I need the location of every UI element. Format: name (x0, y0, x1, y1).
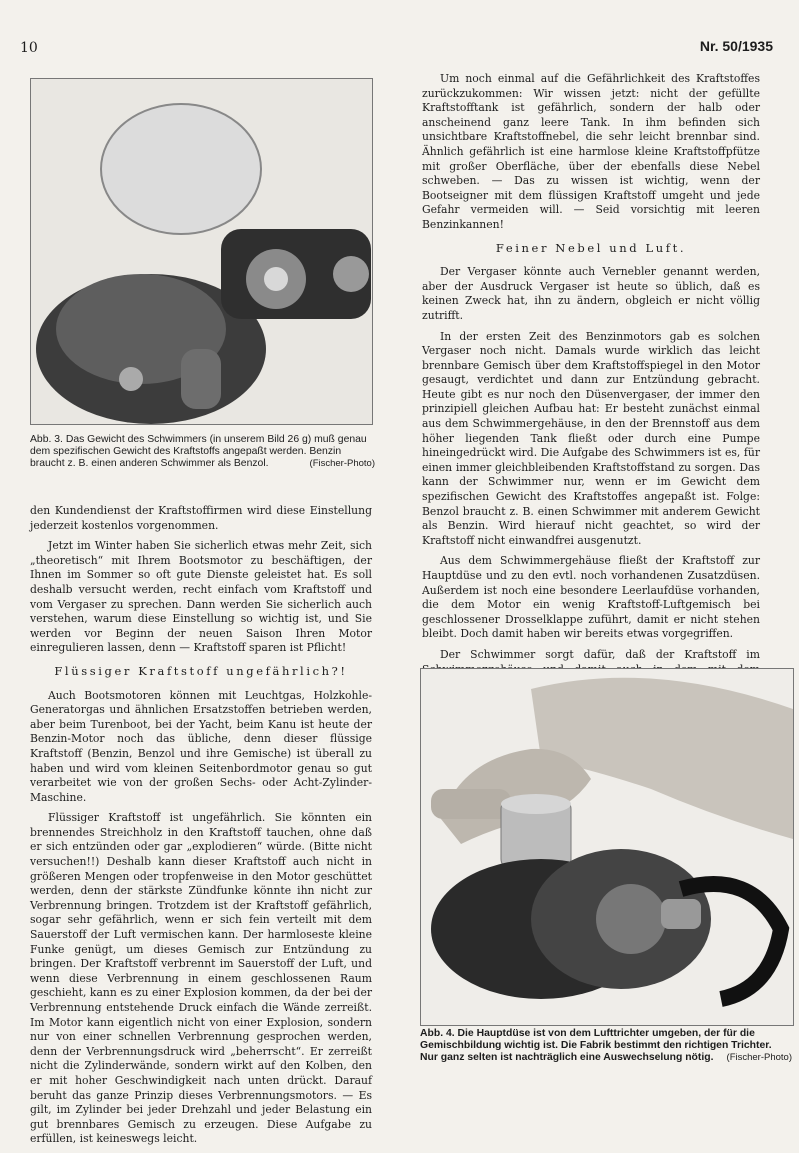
paragraph: Der Vergaser könnte auch Vernebler genannt werden, aber der Ausdruck Vergaser ist heute so üblich, daß es keinen Zweck hat, ihn zu ändern, obgleich er nicht völlig zutrifft. (422, 265, 760, 322)
figure-3-caption (30, 434, 375, 471)
main-jet-illustration (421, 669, 793, 1025)
float-chamber-photo (30, 78, 373, 425)
paragraph: In der ersten Zeit des Benzinmotors gab es solchen Vergaser noch nicht. Damals wurde wirklich das leicht brennbare Gemisch über dem Kraftstoffspiegel in den Motor gesaugt, verdichtet und dann zur Entzündung gebracht. Heute gibt es nur noch den Düsenvergaser, der immer den prinzipiell gleichen Aufbau hat: Er besteht zunächst einmal aus dem Schwimmergehäuse, in den der Brennstoff aus dem höher liegenden Tank fließt oder durch eine Pumpe hineingedrückt wird. Die Aufgabe des Schwimmers ist es, für einen immer gleichbleibenden Kraftstoffstand zu sorgen. Das kann der Schwimmer nur, wenn er im Gewicht dem spezifischen Gewicht des Kraftstoffes angepaßt ist. Folge: Benzol braucht z. B. einen Schwimmer mit anderem Gewicht als Benzin. Wird hierauf nicht geachtet, so wird der Kraftstoff nicht einwandfrei ausgenutzt. (422, 329, 760, 547)
issue-number: Nr. 50/1935 (699, 38, 773, 54)
paragraph: Flüssiger Kraftstoff ist ungefährlich. Sie könnten ein brennendes Streichholz in den Kraftstoff tauchen, ohne daß er sich entzünden oder gar „explodieren“ würde. (Bitte nicht versuchen!!) Deshalb kann dieser Kraftstoff auch nicht in größeren Mengen oder tropfenweise in den Motor geschüttet werden, denn der stärkste Zündfunke könnte ihn nicht zur Verbrennung bringen. Trotzdem ist der Kraftstoff gefährlich, sogar sehr gefährlich, wenn er sich fein verteilt mit dem Sauerstoff der Luft vermischen kann. Der harmloseste kleine Funke genügt, um dieses Gemisch zur Entzündung zu bringen. Der Kraftstoff verbrennt im Sauerstoff der Luft, und wenn diese Verbrennung in einem geschlossenen Raum geschieht, kann es zu einer Explosion kommen, da der bei der Verbrennung entstehende Druck einfach die Wände zerreißt. Im Motor kann eigentlich nicht von einer Explosion, sondern nur von einer schnellen Verbrennung gesprochen werden, denn der Verbrennungsdruck wird „beherrscht“. Er zerreißt nicht die Zylinderwände, sondern wirkt auf den Kolben, den er mit hoher Geschwindigkeit nach unten drückt. Darauf beruht das ganze Prinzip dieses Verbrennungsmotors. — Es gilt, im Zylinder bei jeder Drehzahl und jeder Belastung ein gut brennbares Gemisch zu erzeugen. Diese Aufgabe zu erfüllen, ist keineswegs leicht. (30, 811, 372, 1146)
paragraph: Auch Bootsmotoren können mit Leuchtgas, Holzkohle-Generatorgas und ähnlichen Ersatzstoffen betrieben werden, aber beim Turenboot, bei der Yacht, beim Kanu ist heute der Benzin-Motor noch das übliche, denn dieser flüssige Kraftstoff (Benzin, Benzol und ihre Gemische) ist überall zu haben und wird vom kleinen Seitenbordmotor genau so gut verarbeitet wie von der großen Sechs- oder Acht-Zylinder-Maschine. (30, 688, 372, 804)
figure-4-caption-text: Abb. 4. Die Hauptdüse ist von dem Lufttrichter umgeben, der für die Gemischbildung wichtig ist. Die Fabrik bestimmt den richtigen Trichter. Nur ganz selten ist nachträglich eine Auswechselung nötig. (420, 1028, 772, 1064)
paragraph: Der Schwimmer sorgt dafür, daß der Kraftstoff im (440, 647, 760, 661)
paragraph: Aus dem Schwimmergehäuse fließt der Kraftstoff zur Hauptdüse und zu den evtl. noch vorhandenen Zusatzdüsen. Außerdem ist noch eine besondere Leerlaufdüse vorhanden, die dem Motor ein wenig Kraftstoff-Luftgemisch bei geschlossener Drosselklappe zuführt, damit er nicht stehen bleibt. Doch damit haben wir bereits etwas vorgegriffen. (422, 554, 760, 641)
main-jet-photo (420, 668, 794, 1026)
page-number: 10 (20, 40, 38, 56)
paragraph: den Kundendienst der Kraftstoffirmen wird diese Einstellung jederzeit kostenlos vorgenommen. (30, 504, 372, 532)
section-heading: Feiner Nebel und Luft. (495, 240, 687, 255)
paragraph: Jetzt im Winter haben Sie sicherlich etwas mehr Zeit, sich „theoretisch“ mit Ihrem Bootsmotor zu beschäftigen, der Ihnen im Sommer so oft gute Dienste geleistet hat. Es soll deshalb versucht werden, recht einfach vom Kraftstoff und vom Vergaser zu sprechen. Dann werden Sie sicherlich auch verstehen, warum diese Einstellung so wichtig ist, und Sie werden vor Beginn der neuen Saison Ihren Motor einregulieren lassen, denn — Kraftstoff sparen ist Pflicht! (30, 539, 372, 655)
right-column (422, 72, 760, 742)
paragraph: Um noch einmal auf die Gefährlichkeit des Kraftstoffes zurückzukommen: Wir wissen jetzt: nicht der gefüllte Kraftstofftank ist gefährlich, sondern der halb oder anscheinend ganz leere Tank. In ihm befinden sich unsichtbare Kraftstoffnebel, die sehr leicht brennbar sind. Ähnlich gefährlich ist eine harmlose kleine Kraftstoffpfütze mit großer Oberfläche, über der ebenfalls diese Nebel schweben. — Das zu wissen ist wichtig, wenn der Bootseigner mit dem flüssigen Kraftstoff umgeht und jede Gefahr vermeiden will. — Seid vorsichtig mit leeren Benzinkannen! (422, 72, 760, 231)
figure-3-caption-text: Abb. 3. Das Gewicht des Schwimmers (in unserem Bild 26 g) muß genau dem spezifischen Gewicht des Kraftstoffs angepaßt werden. Benzin braucht z. B. einen anderen Schwimmer als Benzol. (30, 434, 367, 470)
figure-4-caption (420, 1028, 792, 1065)
figure-4-credit: (Fischer-Photo) (726, 1052, 792, 1064)
section-heading: Flüssiger Kraftstoff ungefährlich?! (54, 663, 348, 678)
float-chamber-illustration (31, 79, 372, 424)
figure-3-credit: (Fischer-Photo) (309, 458, 375, 470)
left-column (30, 504, 372, 1153)
